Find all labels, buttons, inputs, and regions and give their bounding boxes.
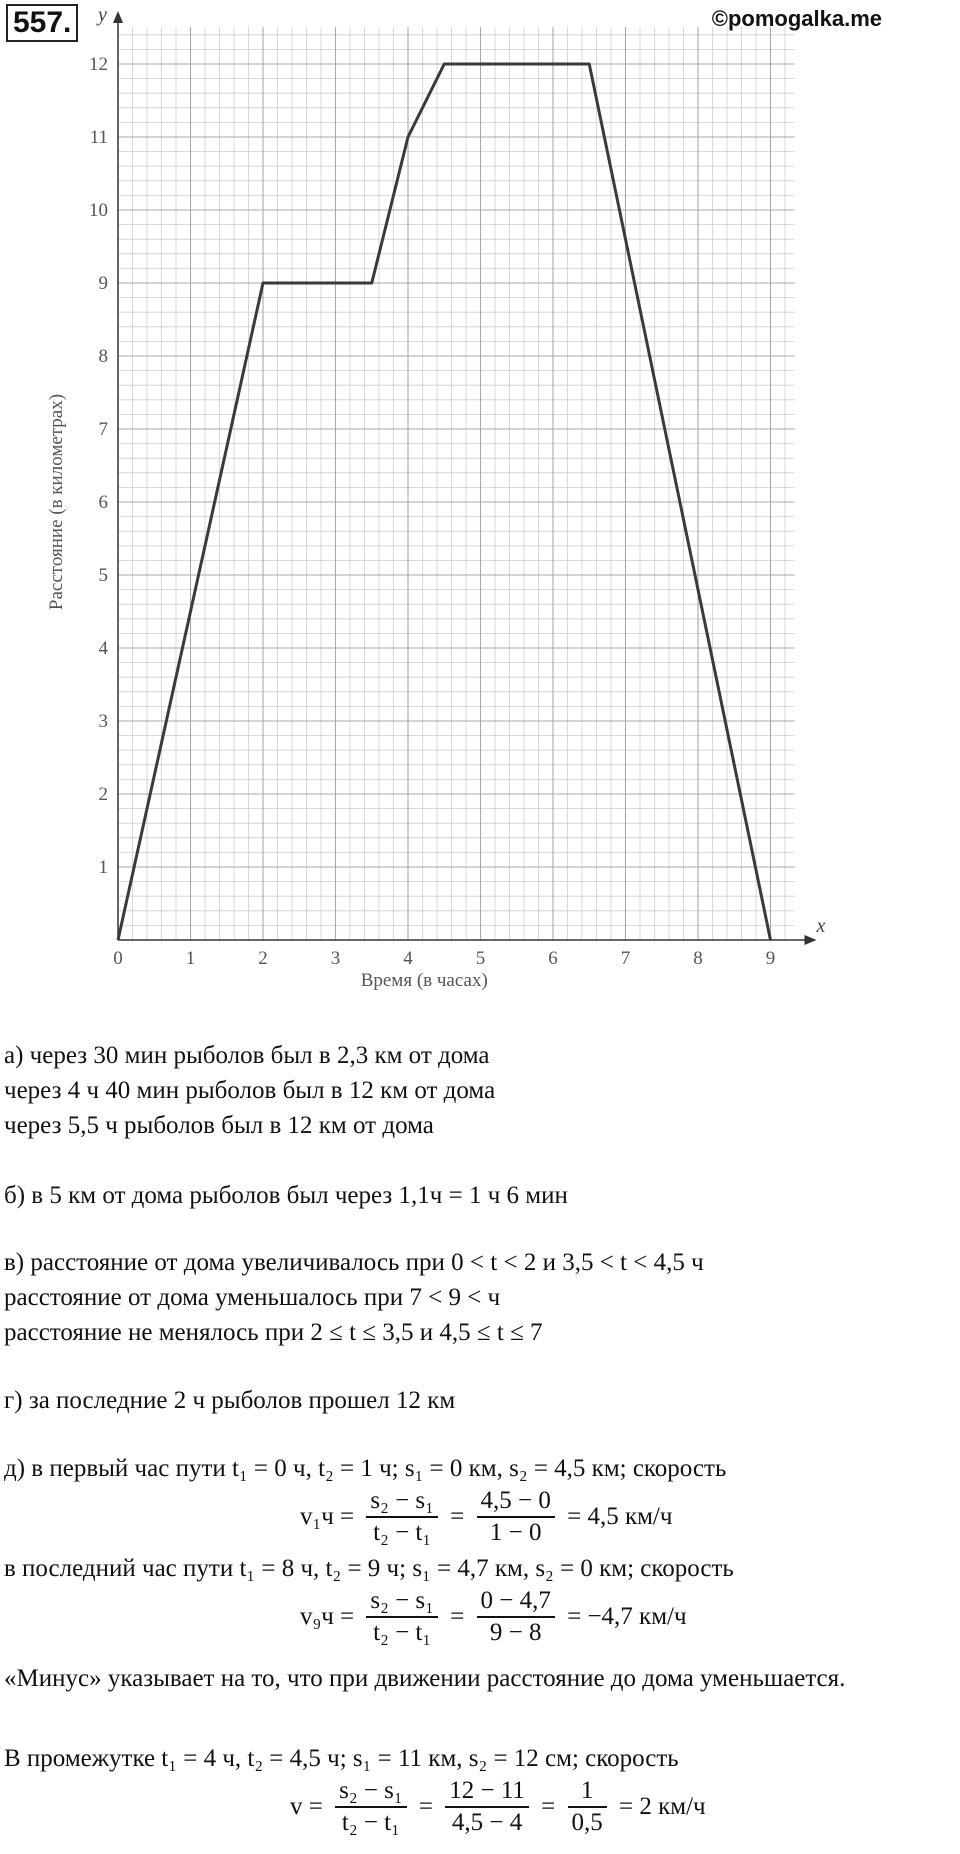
answer-a-line1: а) через 30 мин рыболов был в 2,3 км от дома	[4, 1042, 490, 1069]
answer-v-line3: расстояние не менялось при 2 ≤ t ≤ 3,5 и 4,5 ≤ t ≤ 7	[4, 1319, 543, 1346]
x-axis-arrow	[805, 935, 817, 945]
formula-equals: =	[541, 1793, 556, 1820]
x-tick-label: 4	[403, 948, 413, 969]
formula-fraction	[335, 1776, 407, 1838]
formula-interval	[290, 1776, 706, 1838]
formula-lhs: v₉ч =	[300, 1603, 355, 1630]
formula-fraction	[366, 1586, 438, 1648]
x-axis-label: Время (в часах)	[360, 970, 488, 991]
formula-equals: =	[450, 1503, 465, 1530]
denominator: 4,5 − 4	[451, 1809, 523, 1836]
x-tick-label: 0	[113, 948, 123, 969]
problem-number: 557.	[6, 4, 78, 42]
denominator: 0,5	[571, 1809, 603, 1836]
formula-lhs: v =	[290, 1793, 323, 1820]
answer-a-line2: через 4 ч 40 мин рыболов был в 12 км от дома	[4, 1077, 496, 1104]
denominator: t₂ − t₁	[373, 1519, 432, 1546]
y-tick-label: 4	[98, 638, 108, 659]
denominator: 9 − 8	[489, 1619, 542, 1646]
y-axis-letter: y	[98, 4, 107, 26]
formula-lhs: v₁ч =	[300, 1503, 355, 1530]
answer-d-line4: В промежутке t₁ = 4 ч, t₂ = 4,5 ч; s₁ = 11 км, s₂ = 12 см; скорость	[4, 1745, 679, 1772]
y-axis-label: Расстояние (в километрах)	[46, 393, 67, 611]
formula-fraction	[366, 1486, 438, 1548]
numerator: 4,5 − 0	[477, 1486, 555, 1518]
answer-a-line3: через 5,5 ч рыболов был в 12 км от дома	[4, 1112, 434, 1139]
y-tick-label: 6	[98, 492, 108, 513]
denominator: t₂ − t₁	[341, 1809, 400, 1836]
x-tick-label: 8	[693, 948, 703, 969]
x-tick-label: 6	[548, 948, 558, 969]
denominator: t₂ − t₁	[373, 1619, 432, 1646]
x-tick-label: 7	[620, 948, 631, 969]
formula-equals: =	[450, 1603, 465, 1630]
formula-first-hour	[300, 1486, 672, 1548]
x-tick-label: 3	[330, 948, 341, 969]
formula-last-hour	[300, 1586, 687, 1648]
y-tick-label: 7	[98, 419, 108, 440]
y-tick-label: 5	[98, 565, 108, 586]
y-axis-arrow	[113, 11, 123, 23]
y-tick-label: 11	[89, 127, 108, 148]
x-tick-labels	[113, 948, 775, 969]
numerator: 1	[568, 1776, 607, 1808]
y-tick-label: 3	[98, 711, 108, 732]
formula-fraction	[568, 1776, 607, 1838]
answer-v-line2: расстояние от дома уменьшалось при 7 < 9 < ч	[4, 1284, 501, 1311]
formula-equals: =	[418, 1793, 433, 1820]
x-tick-label: 1	[185, 948, 196, 969]
formula-result: = −4,7 км/ч	[567, 1603, 687, 1630]
numerator: s₂ − s₁	[366, 1486, 438, 1518]
y-tick-label: 12	[89, 54, 108, 75]
y-tick-label: 10	[89, 200, 108, 221]
y-tick-label: 8	[98, 346, 108, 367]
answer-d-line1: д) в первый час пути t₁ = 0 ч, t₂ = 1 ч; s₁ = 0 км, s₂ = 4,5 км; скорость	[4, 1455, 727, 1482]
y-tick-label: 1	[98, 857, 108, 878]
numerator: s₂ − s₁	[335, 1776, 407, 1808]
y-tick-label: 2	[98, 784, 108, 805]
numerator: s₂ − s₁	[366, 1586, 438, 1618]
x-tick-label: 9	[765, 948, 776, 969]
formula-result: = 4,5 км/ч	[567, 1503, 673, 1530]
x-axis-letter: x	[816, 915, 826, 937]
numerator: 0 − 4,7	[477, 1586, 555, 1618]
formula-result: = 2 км/ч	[619, 1793, 706, 1820]
x-tick-label: 5	[475, 948, 486, 969]
numerator: 12 − 11	[445, 1776, 529, 1808]
y-tick-labels	[89, 54, 109, 878]
formula-fraction	[477, 1586, 555, 1648]
answer-v-line1: в) расстояние от дома увеличивалось при 0 < t < 2 и 3,5 < t < 4,5 ч	[4, 1249, 704, 1276]
answer-g: г) за последние 2 ч рыболов прошел 12 км	[4, 1387, 456, 1414]
y-tick-label: 9	[98, 273, 108, 294]
site-watermark: ©pomogalka.me	[711, 6, 882, 31]
answer-d-line3: «Минус» указывает на то, что при движении расстояние до дома уменьшается.	[4, 1665, 846, 1692]
answer-d-line2: в последний час пути t₁ = 8 ч, t₂ = 9 ч; s₁ = 4,7 км, s₂ = 0 км; скорость	[4, 1555, 734, 1582]
formula-fraction	[477, 1486, 555, 1548]
denominator: 1 − 0	[489, 1519, 542, 1546]
answer-b: б) в 5 км от дома рыболов был через 1,1ч = 1 ч 6 мин	[4, 1182, 568, 1209]
x-tick-label: 2	[258, 948, 268, 969]
formula-fraction	[445, 1776, 529, 1838]
